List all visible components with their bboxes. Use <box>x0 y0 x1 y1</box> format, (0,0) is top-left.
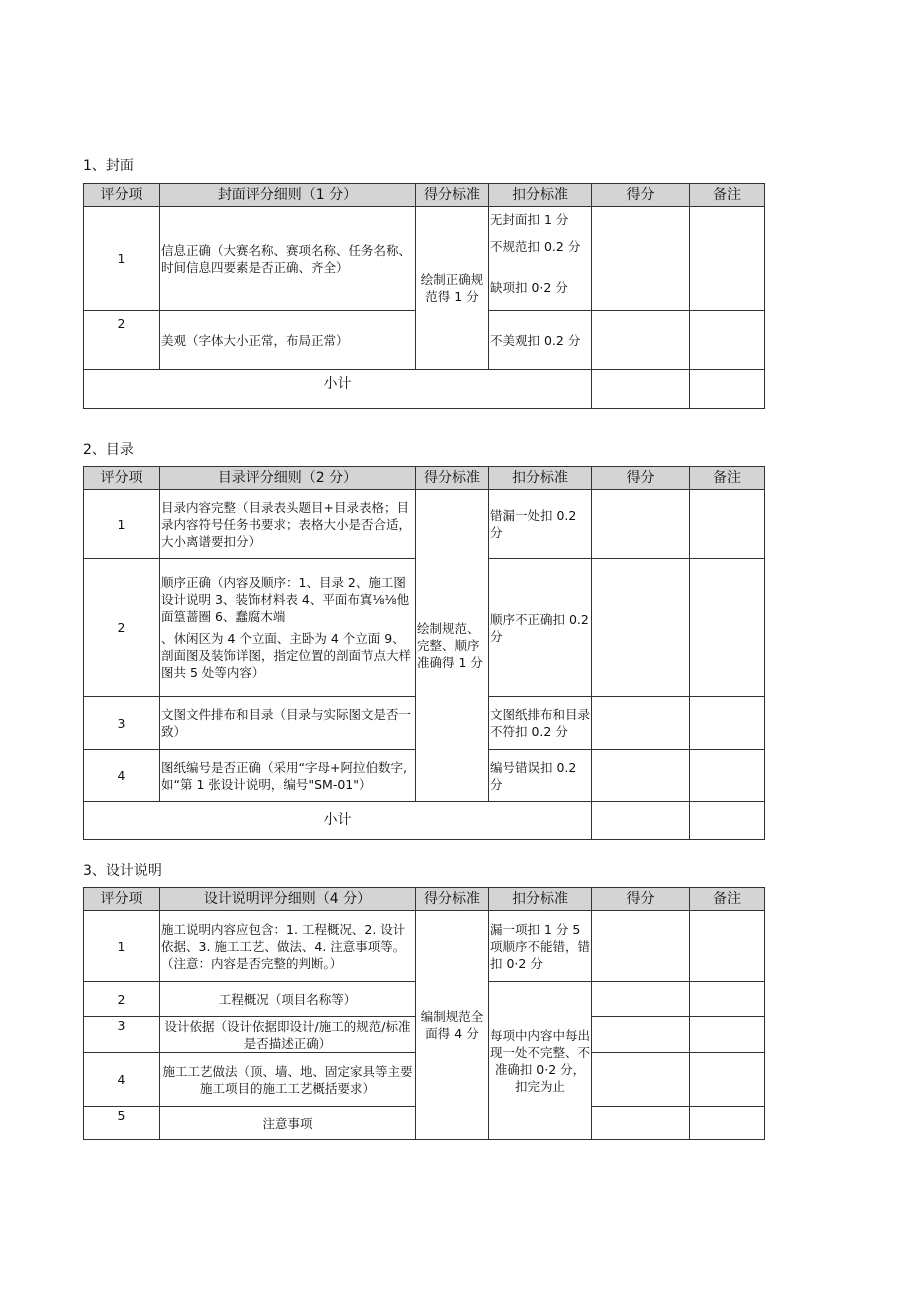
detail-cell: 设计依据（设计依据即设计/施工的规范/标准是否描述正确） <box>160 1017 416 1053</box>
deduct-line: 不规范扣 0.2 分 <box>490 239 581 254</box>
deduct-cell <box>489 207 592 311</box>
detail-cell: 美观（字体大小正常，布局正常） <box>160 311 416 370</box>
header-item: 评分项 <box>84 184 160 207</box>
item-no: 4 <box>84 750 160 802</box>
score-input[interactable] <box>592 311 690 370</box>
score-input[interactable] <box>592 750 690 802</box>
header-score-std: 得分标准 <box>416 184 489 207</box>
header-remark: 备注 <box>690 184 765 207</box>
score-input[interactable] <box>592 1107 690 1140</box>
deduct-cell: 顺序不正确扣 0.2 分 <box>489 559 592 697</box>
score-input[interactable] <box>592 1053 690 1107</box>
detail-cell: 注意事项 <box>160 1107 416 1140</box>
subtotal-row <box>84 802 765 840</box>
item-no: 3 <box>84 697 160 750</box>
subtotal-remark-input[interactable] <box>690 370 765 409</box>
table-row <box>84 911 765 982</box>
detail-text: 顺序正确（内容及顺序：1、目录 2、施工图设计说明 3、装饰材料表 4、平面布寘⅛⅛他面篁蔷圈 6、蠢腐木端 <box>161 575 410 624</box>
header-score-std: 得分标准 <box>416 888 489 911</box>
section-title-cover: 1、封面 <box>83 158 134 174</box>
remark-input[interactable] <box>690 697 765 750</box>
detail-text: 、休闲区为 4 个立面、主卧为 4 个立面 9、剖面图及装饰详图，指定位置的剖面节点大样图共 5 处等内容） <box>161 631 412 680</box>
remark-input[interactable] <box>690 911 765 982</box>
header-score: 得分 <box>592 184 690 207</box>
remark-input[interactable] <box>690 490 765 559</box>
subtotal-score-input[interactable] <box>592 802 690 840</box>
detail-cell: 工程概况（项目名称等） <box>160 982 416 1017</box>
detail-cell: 图纸编号是否正确（采用“字母+阿拉伯数字, 如“第 1 张设计说明，编号"SM-01"） <box>160 750 416 802</box>
header-item: 评分项 <box>84 467 160 490</box>
table-header-row <box>84 184 765 207</box>
remark-input[interactable] <box>690 311 765 370</box>
item-no: 2 <box>84 982 160 1017</box>
remark-input[interactable] <box>690 982 765 1017</box>
remark-input[interactable] <box>690 1053 765 1107</box>
table-header-row <box>84 888 765 911</box>
item-no: 3 <box>84 1017 160 1053</box>
header-score: 得分 <box>592 888 690 911</box>
table-row <box>84 490 765 559</box>
cover-score-table <box>83 183 765 409</box>
score-input[interactable] <box>592 911 690 982</box>
score-input[interactable] <box>592 697 690 750</box>
item-no: 1 <box>84 207 160 311</box>
remark-input[interactable] <box>690 1107 765 1140</box>
score-input[interactable] <box>592 207 690 311</box>
detail-cell: 施工说明内容应包含：1. 工程概况、2. 设计依据、3. 施工工艺、做法、4. 注意事项等。（注意：内容是否完整的判断。） <box>160 911 416 982</box>
section-title-design-notes: 3、设计说明 <box>83 863 162 879</box>
subtotal-score-input[interactable] <box>592 370 690 409</box>
item-no: 1 <box>84 911 160 982</box>
remark-input[interactable] <box>690 750 765 802</box>
header-detail: 封面评分细则（1 分） <box>160 184 416 207</box>
remark-input[interactable] <box>690 207 765 311</box>
header-remark: 备注 <box>690 467 765 490</box>
subtotal-label: 小计 <box>84 802 592 840</box>
detail-cell: 信息正确（大赛名称、赛项名称、任务名称、时间信息四要素是否正确、齐全） <box>160 207 416 311</box>
table-header-row <box>84 467 765 490</box>
detail-cell: 目录内容完整（目录表头题目+目录表格；目录内容符号任务书要求；表格大小是否合适，大小离谱要扣分） <box>160 490 416 559</box>
header-deduct-std: 扣分标准 <box>489 467 592 490</box>
remark-input[interactable] <box>690 1017 765 1053</box>
item-no: 2 <box>84 559 160 697</box>
section-title-toc: 2、目录 <box>83 442 134 458</box>
design-notes-score-table <box>83 887 765 1140</box>
subtotal-label: 小计 <box>84 370 592 409</box>
deduct-line: 缺项扣 0·2 分 <box>490 280 568 295</box>
deduct-cell: 不美观扣 0.2 分 <box>489 311 592 370</box>
subtotal-remark-input[interactable] <box>690 802 765 840</box>
deduct-line: 无封面扣 1 分 <box>490 212 569 227</box>
score-input[interactable] <box>592 559 690 697</box>
header-score: 得分 <box>592 467 690 490</box>
score-input[interactable] <box>592 982 690 1017</box>
detail-cell: 施工工艺做法（顶、墙、地、固定家具等主要施工项目的施工工艺概括要求） <box>160 1053 416 1107</box>
item-no: 5 <box>84 1107 160 1140</box>
header-deduct-std: 扣分标准 <box>489 888 592 911</box>
score-std-cell: 编制规范全面得 4 分 <box>416 911 489 1140</box>
subtotal-row <box>84 370 765 409</box>
deduct-cell: 编号错误扣 0.2 分 <box>489 750 592 802</box>
item-no: 2 <box>84 311 160 370</box>
header-detail: 目录评分细则（2 分） <box>160 467 416 490</box>
remark-input[interactable] <box>690 559 765 697</box>
score-input[interactable] <box>592 1017 690 1053</box>
score-input[interactable] <box>592 490 690 559</box>
deduct-cell: 漏一项扣 1 分 5 项顺序不能错，错扣 0·2 分 <box>489 911 592 982</box>
item-no: 4 <box>84 1053 160 1107</box>
header-remark: 备注 <box>690 888 765 911</box>
detail-cell <box>160 559 416 697</box>
score-std-cell: 绘制正确规范得 1 分 <box>416 207 489 370</box>
deduct-cell: 错漏一处扣 0.2 分 <box>489 490 592 559</box>
header-item: 评分项 <box>84 888 160 911</box>
score-std-cell: 绘制规范、完整、顺序准确得 1 分 <box>416 490 489 802</box>
item-no: 1 <box>84 490 160 559</box>
detail-cell: 文图文件排布和目录（目录与实际图文是否一致） <box>160 697 416 750</box>
deduct-cell-merged: 每项中内容中每出现一处不完整、不准确扣 0·2 分，扣完为止 <box>489 982 592 1140</box>
header-score-std: 得分标准 <box>416 467 489 490</box>
table-row <box>84 207 765 311</box>
deduct-cell: 文图纸排布和目录不符扣 0.2 分 <box>489 697 592 750</box>
header-deduct-std: 扣分标准 <box>489 184 592 207</box>
toc-score-table <box>83 466 765 840</box>
header-detail: 设计说明评分细则（4 分） <box>160 888 416 911</box>
